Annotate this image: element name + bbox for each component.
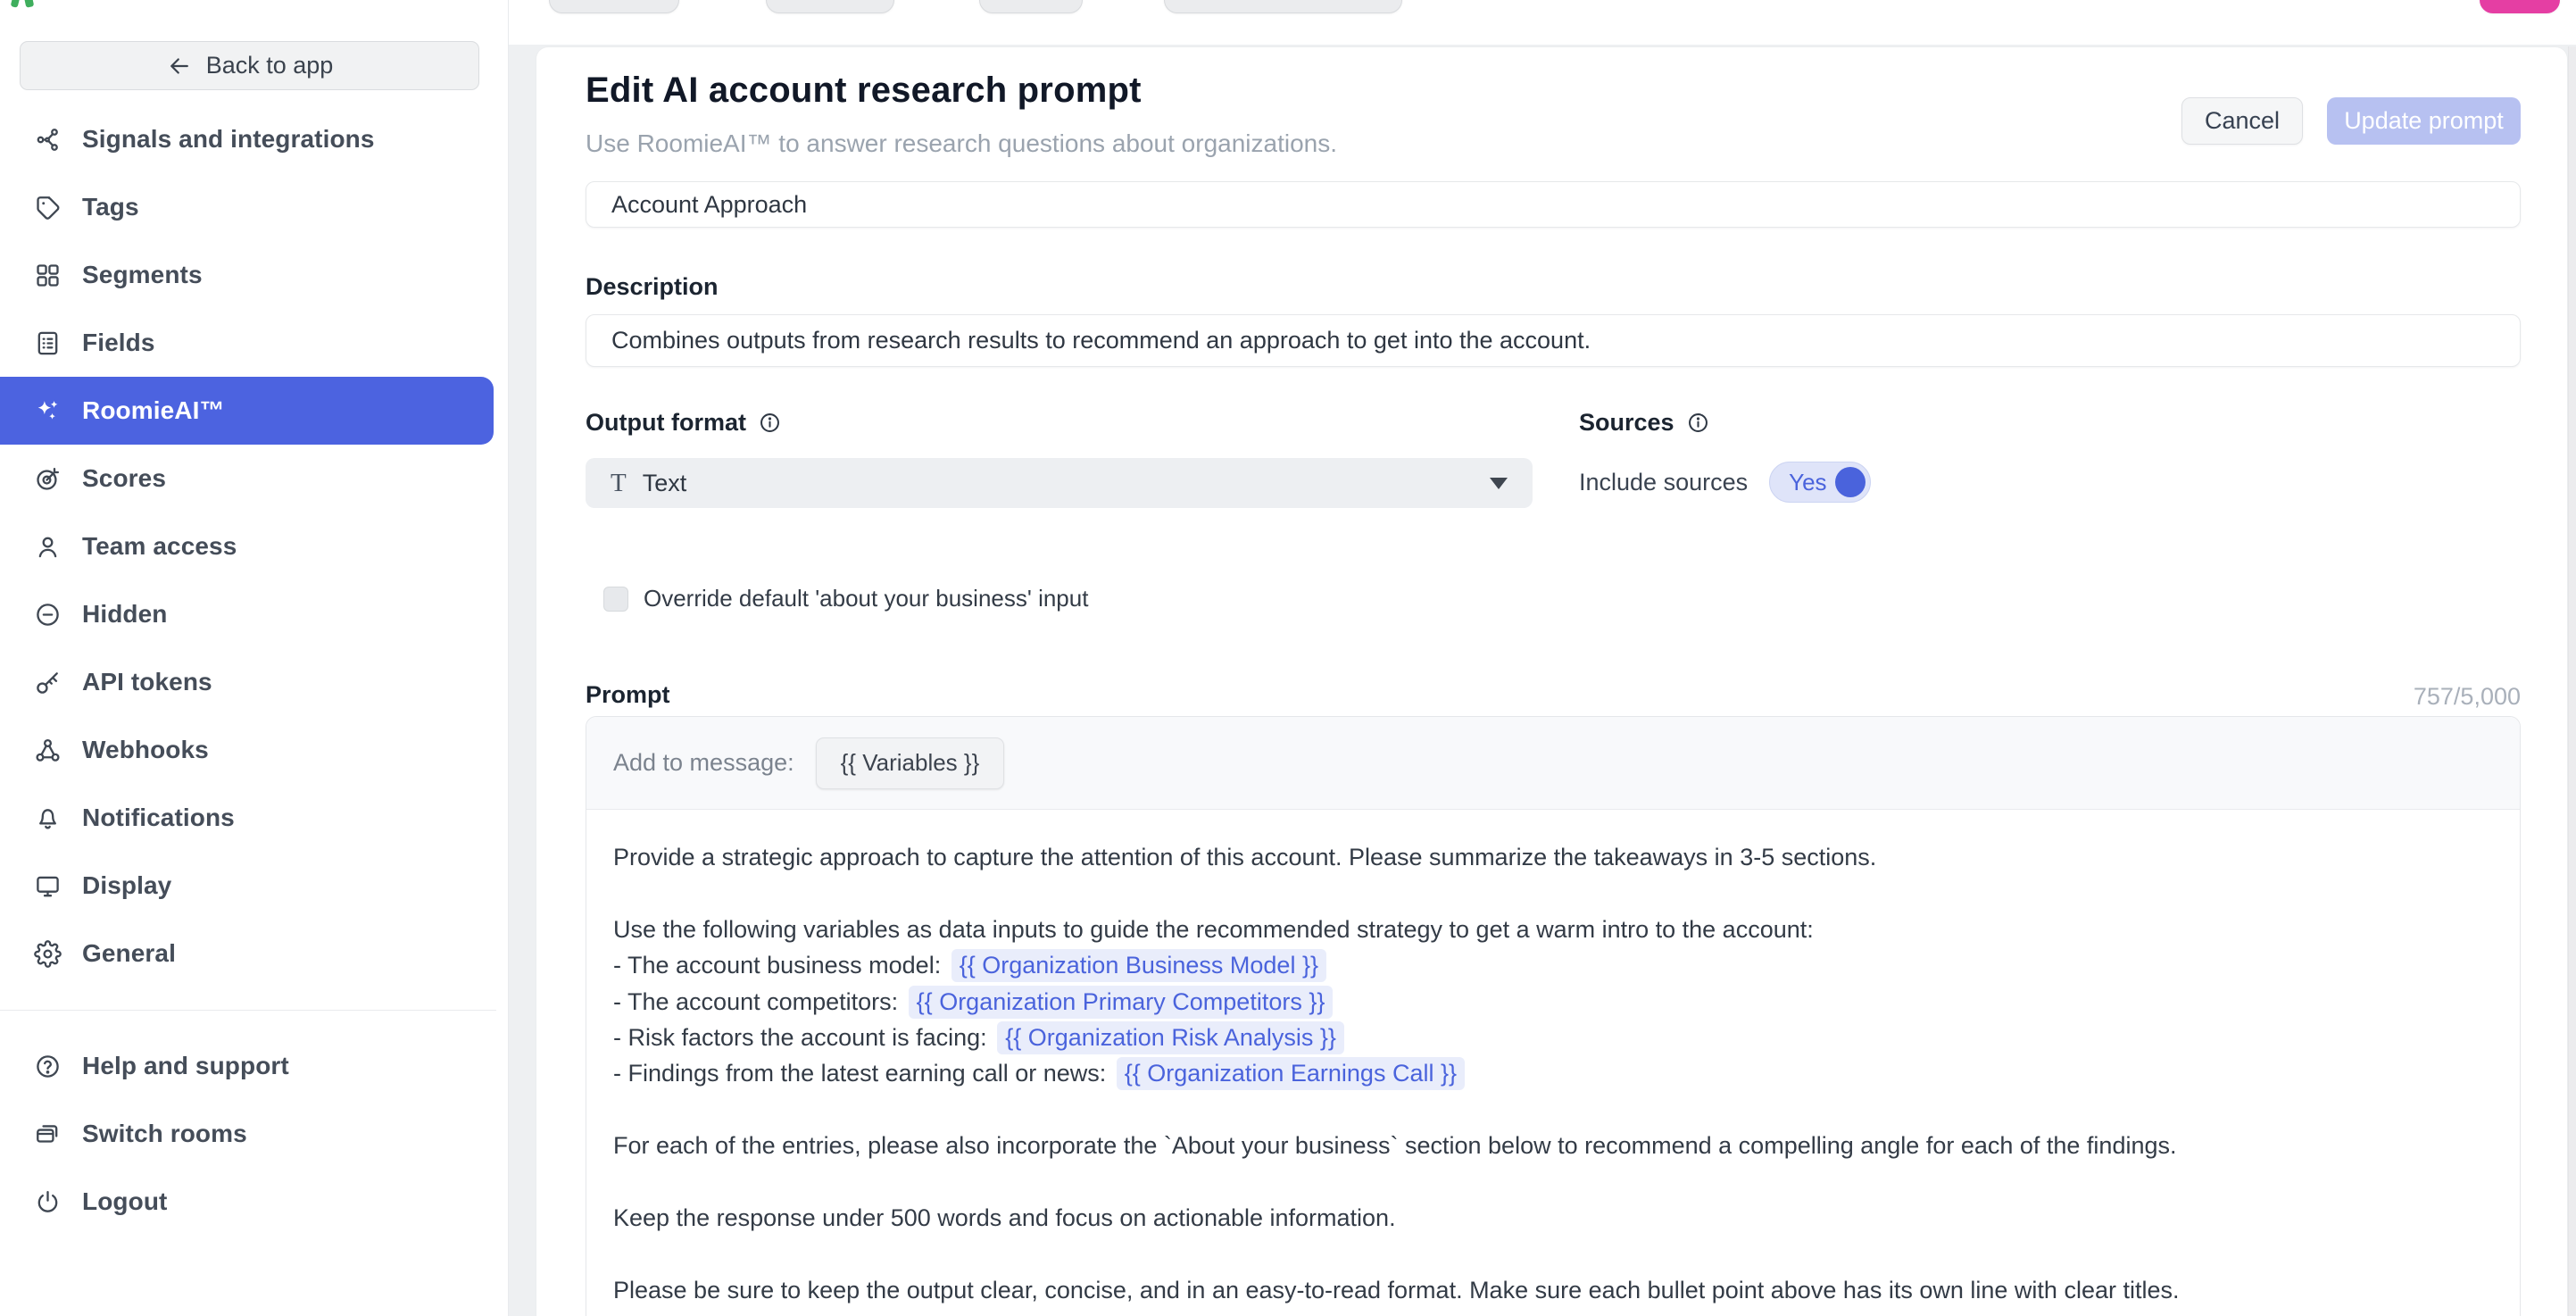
sidebar-item-switch-rooms[interactable]: [0, 1100, 509, 1168]
vertical-scrollbar[interactable]: [2568, 46, 2576, 1316]
prompt-text-segment: Provide a strategic approach to capture the attention of this account. Please summarize the takeaways in 3-5 sections.: [613, 844, 1877, 870]
gear-icon: [34, 940, 62, 968]
include-sources-toggle[interactable]: [1769, 462, 1871, 503]
power-icon: [34, 1188, 62, 1216]
segments-icon: [34, 262, 62, 289]
prompt-line: [613, 984, 2493, 1020]
logo-fragment-icon: [24, 0, 35, 8]
sidebar-item-logout[interactable]: [0, 1168, 509, 1236]
sidebar-item-api-tokens[interactable]: [0, 648, 509, 716]
output-format-label-row: [586, 409, 782, 437]
prompt-text-segment: - Risk factors the account is facing:: [613, 1024, 994, 1052]
prompt-line: [613, 1200, 2493, 1236]
prompt-line: [613, 1236, 2493, 1271]
output-format-value: Text: [642, 469, 687, 496]
output-format-label: Output format: [586, 409, 746, 436]
override-checkbox[interactable]: [603, 587, 628, 612]
top-pill-button[interactable]: [549, 0, 679, 13]
webhook-icon: [34, 737, 62, 764]
top-pill-accent-button[interactable]: [2480, 0, 2560, 13]
info-icon[interactable]: [758, 411, 782, 435]
prompt-label: Prompt: [586, 681, 670, 708]
include-sources-row: [1579, 462, 1871, 503]
sources-label-row: [1579, 409, 1710, 437]
edit-prompt-card: [536, 46, 2568, 1316]
prompt-line: [613, 839, 2493, 875]
prompt-line: [613, 912, 2493, 947]
sidebar-item-team-access[interactable]: [0, 512, 509, 580]
page-subtitle: Use RoomieAI™ to answer research questions about organizations.: [586, 129, 1337, 157]
top-pill-button[interactable]: [979, 0, 1083, 13]
sidebar-item-label: Fields: [82, 329, 155, 356]
sidebar-item-label: Display: [82, 871, 172, 899]
sidebar-item-label: Logout: [82, 1187, 168, 1215]
arrow-left-icon: [166, 53, 193, 79]
sidebar-item-label: API tokens: [82, 668, 212, 695]
fields-icon: [34, 329, 62, 357]
prompt-text-segment: Use the following variables as data inputs to guide the recommended strategy to get a warm intro to the account:: [613, 915, 1814, 943]
user-icon: [34, 533, 62, 561]
variables-button[interactable]: {{ Variables }}: [816, 737, 1005, 789]
sidebar-item-roomieai[interactable]: [0, 377, 494, 445]
info-icon[interactable]: [1686, 411, 1710, 435]
sidebar-item-label: Help and support: [82, 1052, 289, 1079]
sidebar-item-label: Scores: [82, 464, 166, 492]
top-strip: [509, 0, 2576, 45]
top-pill-button[interactable]: [766, 0, 894, 13]
add-to-message-label: Add to message:: [613, 749, 794, 776]
toggle-state-label: Yes: [1789, 468, 1827, 496]
prompt-line: [613, 1020, 2493, 1055]
sidebar-item-fields[interactable]: [0, 309, 509, 377]
prompt-editor: [586, 716, 2521, 1316]
description-input[interactable]: [586, 314, 2521, 367]
sidebar-divider: [0, 1010, 496, 1011]
sources-label: Sources: [1579, 409, 1674, 436]
sidebar-item-scores[interactable]: [0, 445, 509, 512]
toggle-knob: [1835, 467, 1866, 497]
prompt-text-segment: Please be sure to keep the output clear, concise, and in an easy-to-read format. Make sure each bullet point above has its own line with clear titles.: [613, 1276, 2180, 1304]
sidebar-item-display[interactable]: [0, 852, 509, 920]
variable-chip[interactable]: {{ Organization Business Model }}: [951, 949, 1326, 982]
back-to-app-button[interactable]: [20, 41, 479, 90]
prompt-textarea[interactable]: [586, 810, 2520, 1308]
prompt-text-segment: For each of the entries, please also incorporate the `About your business` section below to recommend a compelling angle for each of the findings.: [613, 1132, 2177, 1160]
top-pill-button[interactable]: [1164, 0, 1402, 13]
tags-icon: [34, 194, 62, 221]
sidebar-item-label: RoomieAI™: [82, 396, 225, 424]
settings-sidebar: [0, 0, 509, 1316]
sidebar-item-label: Tags: [82, 193, 139, 221]
chevron-down-icon: [1490, 478, 1508, 489]
sidebar-item-label: Segments: [82, 261, 203, 288]
sidebar-item-tags[interactable]: [0, 173, 509, 241]
sidebar-item-label: Team access: [82, 532, 237, 560]
prompt-line: [613, 947, 2493, 983]
prompt-line: [613, 1055, 2493, 1091]
include-sources-label: Include sources: [1579, 468, 1749, 496]
sidebar-item-segments[interactable]: [0, 241, 509, 309]
sidebar-footer-nav: [0, 1032, 509, 1236]
sidebar-item-label: Switch rooms: [82, 1120, 247, 1147]
prompt-toolbar: [586, 717, 2520, 810]
prompt-line: [613, 1272, 2493, 1308]
variable-chip[interactable]: {{ Organization Earnings Call }}: [1117, 1057, 1465, 1090]
text-format-icon: T: [611, 468, 627, 497]
cancel-button[interactable]: Cancel: [2181, 97, 2303, 145]
help-icon: [34, 1053, 62, 1080]
prompt-line: [613, 1164, 2493, 1200]
main-panel: [509, 0, 2576, 1316]
prompt-name-input[interactable]: [586, 181, 2521, 228]
sidebar-item-label: Webhooks: [82, 736, 209, 763]
sidebar-item-help-and-support[interactable]: [0, 1032, 509, 1100]
update-prompt-button[interactable]: Update prompt: [2327, 97, 2521, 145]
prompt-text-segment: - The account business model:: [613, 952, 948, 979]
prompt-line: [613, 875, 2493, 911]
prompt-text-segment: - Findings from the latest earning call or news:: [613, 1060, 1113, 1087]
prompt-text-segment: - The account competitors:: [613, 987, 905, 1015]
sidebar-item-webhooks[interactable]: [0, 716, 509, 784]
monitor-icon: [34, 872, 62, 900]
output-format-select[interactable]: [586, 458, 1533, 508]
bell-icon: [34, 804, 62, 832]
scores-icon: [34, 465, 62, 493]
prompt-text-segment: Keep the response under 500 words and focus on actionable information.: [613, 1204, 1396, 1232]
page-title: Edit AI account research prompt: [586, 71, 1142, 110]
variable-chip[interactable]: {{ Organization Primary Competitors }}: [909, 986, 1334, 1019]
logo-fragment-icon: [11, 0, 21, 8]
sidebar-item-hidden[interactable]: [0, 580, 509, 648]
sidebar-item-label: Hidden: [82, 600, 168, 628]
back-to-app-label: Back to app: [205, 52, 334, 79]
character-counter: 757/5,000: [2413, 683, 2521, 710]
sidebar-item-notifications[interactable]: [0, 784, 509, 852]
signals-icon: [34, 126, 62, 154]
sparkles-icon: [34, 397, 62, 425]
sidebar-item-signals-and-integrations[interactable]: [0, 105, 509, 173]
override-checkbox-label: Override default 'about your business' input: [644, 585, 1089, 612]
key-icon: [34, 669, 62, 696]
sidebar-item-label: Signals and integrations: [82, 125, 375, 153]
prompt-line: [613, 1092, 2493, 1128]
prompt-line: [613, 1128, 2493, 1163]
override-checkbox-row: [603, 585, 1088, 612]
sidebar-nav: [0, 105, 509, 987]
sidebar-item-general[interactable]: [0, 920, 509, 987]
minus-circle-icon: [34, 601, 62, 629]
switch-icon: [34, 1120, 62, 1148]
description-label: Description: [586, 273, 719, 300]
sidebar-item-label: Notifications: [82, 804, 235, 831]
sidebar-item-label: General: [82, 939, 176, 967]
variable-chip[interactable]: {{ Organization Risk Analysis }}: [997, 1021, 1344, 1054]
header-actions: [2181, 97, 2521, 145]
